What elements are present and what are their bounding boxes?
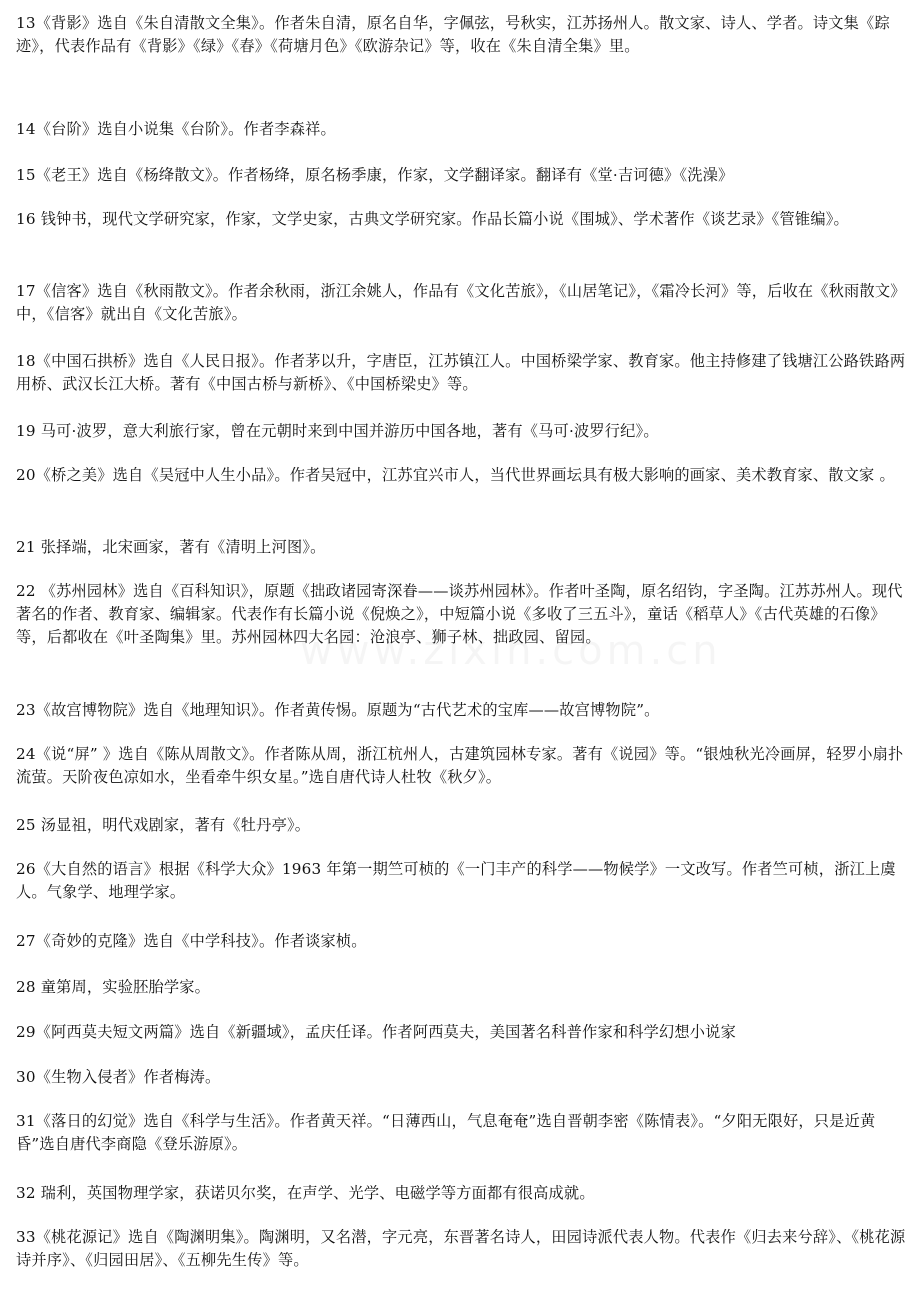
entry-28-tong-dizhou: 28 童第周，实验胚胎学家。 [16,978,211,996]
entry-17-xinke: 17《信客》选自《秋雨散文》。作者余秋雨，浙江余姚人，作品有《文化苦旅》，《山居笔记》，《霜冷长河》等，后收在《秋雨散文》中，《信客》就出自《文化苦旅》。 [16,282,906,323]
entry-32-rayleigh: 32 瑞利，英国物理学家，获诺贝尔奖，在声学、光学、电磁学等方面都有很高成就。 [16,1184,595,1202]
entry-21-zhang-zeduan: 21 张择端，北宋画家，著有《清明上河图》。 [16,538,326,556]
entry-15-laowang: 15《老王》选自《杨绛散文》。作者杨绛，原名杨季康，作家，文学翻译家。翻译有《堂·吉诃德》《洗澡》 [16,166,734,184]
entry-20-qiaozhimei: 20《桥之美》选自《吴冠中人生小品》。作者吴冠中，江苏宜兴市人，当代世界画坛具有极大影响的画家、美术教育家、散文家 。 [16,466,895,484]
entry-25-tang-xianzu: 25 汤显祖，明代戏剧家，著有《牡丹亭》。 [16,816,311,834]
entry-31-luori: 31《落日的幻觉》选自《科学与生活》。作者黄天祥。“日薄西山，气息奄奄”选自晋朝李密《陈情表》。“夕阳无限好，只是近黄昏”选自唐代李商隐《登乐游原》。 [16,1112,876,1153]
entry-14-taijie: 14《台阶》选自小说集《台阶》。作者李森祥。 [16,120,336,138]
entry-22-suzhou-yuanlin: 22 《苏州园林》选自《百科知识》，原题《拙政诸园寄深眷——谈苏州园林》。作者叶圣陶，原名绍钧，字圣陶。江苏苏州人。现代著名的作者、教育家、编辑家。代表作有长篇小说《倪焕之》，中短篇小说《多收了三五斗》，童话《稻草人》《古代英雄的石像》等，后都收在《叶圣陶集》里。苏州园林四大名园：沧浪亭、狮子林、拙政园、留园。 [16,582,903,646]
entry-26-daziran: 26《大自然的语言》根据《科学大众》1963 年第一期竺可桢的《一门丰产的科学——物候学》一文改写。作者竺可桢，浙江上虞人。气象学、地理学家。 [16,860,896,901]
entry-23-gugong: 23《故宫博物院》选自《地理知识》。作者黄传惕。原题为“古代艺术的宝库——故宫博物院”。 [16,701,660,719]
entry-24-shuoping: 24《说“屏” 》选自《陈从周散文》。作者陈从周，浙江杭州人，古建筑园林专家。著有《说园》等。“银烛秋光冷画屏，轻罗小扇扑流萤。天阶夜色凉如水，坐看牵牛织女星。”选自唐代诗人杜牧《秋夕》。 [16,745,904,786]
entry-30-shengwu: 30《生物入侵者》作者梅涛。 [16,1068,221,1086]
entry-16-qian-zhongshu: 16 钱钟书，现代文学研究家，作家，文学史家，古典文学研究家。作品长篇小说《围城》、学术著作《谈艺录》《管锥编》。 [16,210,849,228]
entry-18-shigongqiao: 18《中国石拱桥》选自《人民日报》。作者茅以升，字唐臣，江苏镇江人。中国桥梁学家、教育家。他主持修建了钱塘江公路铁路两用桥、武汉长江大桥。著有《中国古桥与新桥》、《中国桥梁史》等。 [16,352,906,393]
entry-13-beiying: 13《背影》选自《朱自清散文全集》。作者朱自清，原名自华，字佩弦，号秋实，江苏扬州人。散文家、诗人、学者。诗文集《踪迹》，代表作品有《背影》《绿》《春》《荷塘月色》《欧游杂记》等，收在《朱自清全集》里。 [16,14,890,55]
entry-29-asimov: 29《阿西莫夫短文两篇》选自《新疆域》，孟庆任译。作者阿西莫夫，美国著名科普作家和科学幻想小说家 [16,1023,736,1041]
entry-19-marco-polo: 19 马可·波罗，意大利旅行家，曾在元朝时来到中国并游历中国各地，著有《马可·波罗行纪》。 [16,422,659,440]
entry-33-taohuayuan: 33《桃花源记》选自《陶渊明集》。陶渊明，又名潜，字元亮，东晋著名诗人，田园诗派代表人物。代表作《归去来兮辞》、《桃花源诗并序》、《归园田居》、《五柳先生传》等。 [16,1228,906,1269]
entry-27-kelong: 27《奇妙的克隆》选自《中学科技》。作者谈家桢。 [16,932,367,950]
